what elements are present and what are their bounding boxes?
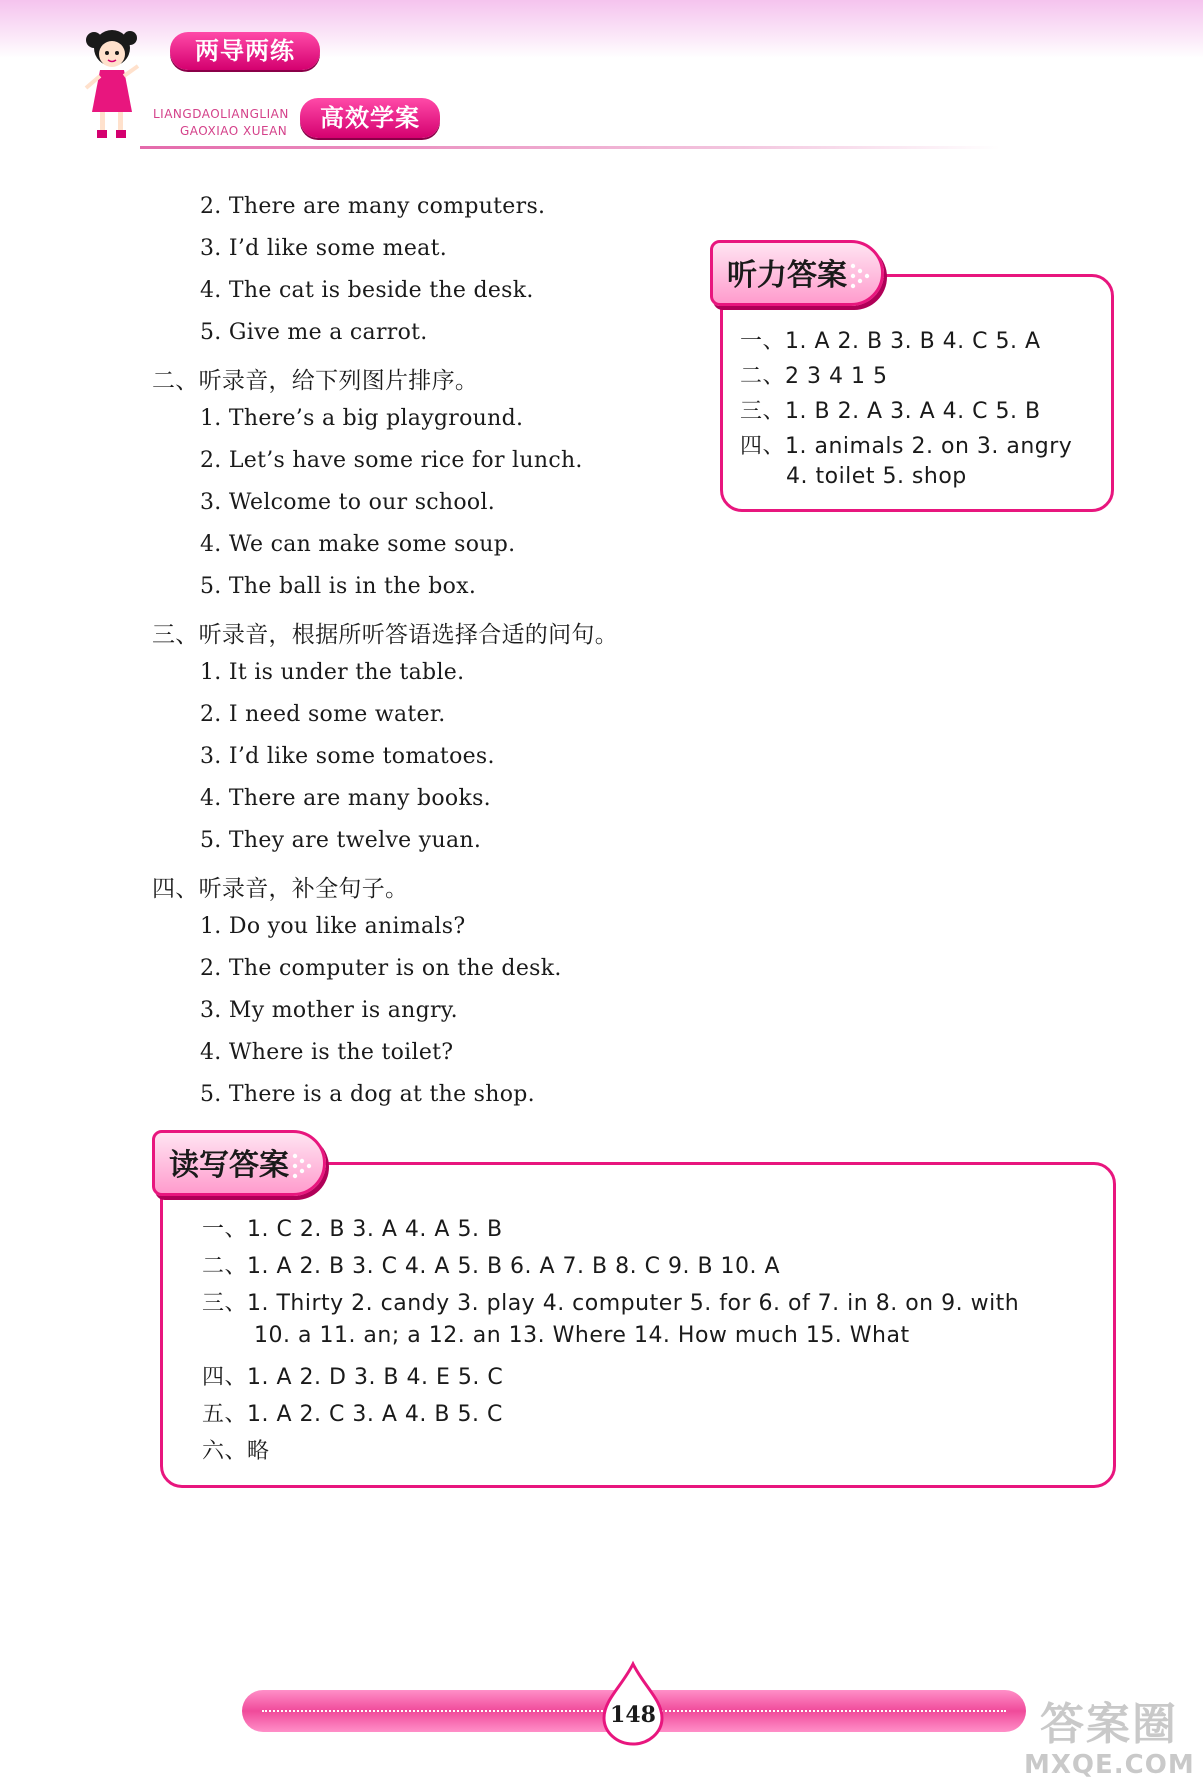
script-item: 3. Welcome to our school. <box>200 490 496 515</box>
script-item: 2. The computer is on the desk. <box>200 956 562 981</box>
reading-answers-tab <box>152 1130 326 1196</box>
arrow-dots-icon <box>849 261 871 291</box>
listening-answer-line: 一、1. A 2. B 3. B 4. C 5. A <box>740 329 1041 354</box>
header-subtitle-badge: 高效学案 <box>300 98 440 138</box>
script-item: 4. The cat is beside the desk. <box>200 278 534 303</box>
script-item: 3. I’d like some tomatoes. <box>200 744 495 769</box>
script-item: 1. Do you like animals? <box>200 914 466 939</box>
listening-answers-tab <box>710 240 884 306</box>
section-heading: 四、听录音，补全句子。 <box>152 876 409 902</box>
reading-answer-line: 五、1. A 2. C 3. A 4. B 5. C <box>202 1402 503 1427</box>
listening-answer-line: 三、1. B 2. A 3. A 4. C 5. B <box>740 399 1041 424</box>
listening-answer-line: 四、1. animals 2. on 3. angry <box>740 434 1073 459</box>
script-item: 4. Where is the toilet? <box>200 1040 454 1065</box>
page-number: 148 <box>610 1702 656 1728</box>
script-item: 4. There are many books. <box>200 786 491 811</box>
header-pinyin-2: GAOXIAO XUEAN <box>180 124 288 138</box>
script-item: 2. Let’s have some rice for lunch. <box>200 448 583 473</box>
reading-answer-line: 六、略 <box>202 1439 270 1464</box>
script-item: 2. I need some water. <box>200 702 446 727</box>
section-heading: 三、听录音，根据所听答语选择合适的问句。 <box>152 622 618 648</box>
header-pinyin-1: LIANGDAOLIANGLIAN <box>153 107 289 121</box>
script-item: 5. There is a dog at the shop. <box>200 1082 535 1107</box>
script-item: 4. We can make some soup. <box>200 532 516 557</box>
script-item: 5. The ball is in the box. <box>200 574 477 599</box>
section-heading: 二、听录音，给下列图片排序。 <box>152 368 479 394</box>
listening-answer-line: 4. toilet 5. shop <box>786 464 967 489</box>
script-item: 3. I’d like some meat. <box>200 236 447 261</box>
script-item: 5. They are twelve yuan. <box>200 828 482 853</box>
reading-answer-line: 四、1. A 2. D 3. B 4. E 5. C <box>202 1365 504 1390</box>
arrow-dots-icon <box>291 1151 313 1181</box>
watermark-text-top: 答案圈 <box>1040 1699 1178 1750</box>
reading-answer-line: 二、1. A 2. B 3. C 4. A 5. B 6. A 7. B 8. C 9. B 10. A <box>202 1254 781 1279</box>
listening-answer-line: 二、2 3 4 1 5 <box>740 364 888 389</box>
header-title-badge: 两导两练 <box>170 32 320 70</box>
watermark <box>1024 1700 1194 1788</box>
script-item: 3. My mother is angry. <box>200 998 458 1023</box>
script-item: 2. There are many computers. <box>200 194 546 219</box>
reading-answer-line: 一、1. C 2. B 3. A 4. A 5. B <box>202 1217 503 1242</box>
script-item: 1. It is under the table. <box>200 660 465 685</box>
script-item: 5. Give me a carrot. <box>200 320 428 345</box>
listening-answers-title: 听力答案 <box>727 258 847 293</box>
reading-answer-line: 10. a 11. an; a 12. an 13. Where 14. How much 15. What <box>254 1323 910 1348</box>
girl-mascot-icon <box>82 26 152 144</box>
reading-answers-title: 读写答案 <box>169 1148 289 1183</box>
watermark-text-bottom: MXQE.COM <box>1024 1750 1195 1780</box>
reading-answer-line: 三、1. Thirty 2. candy 3. play 4. computer 5. for 6. of 7. in 8. on 9. with <box>202 1291 1020 1316</box>
header-divider <box>140 146 1000 149</box>
script-item: 1. There’s a big playground. <box>200 406 524 431</box>
